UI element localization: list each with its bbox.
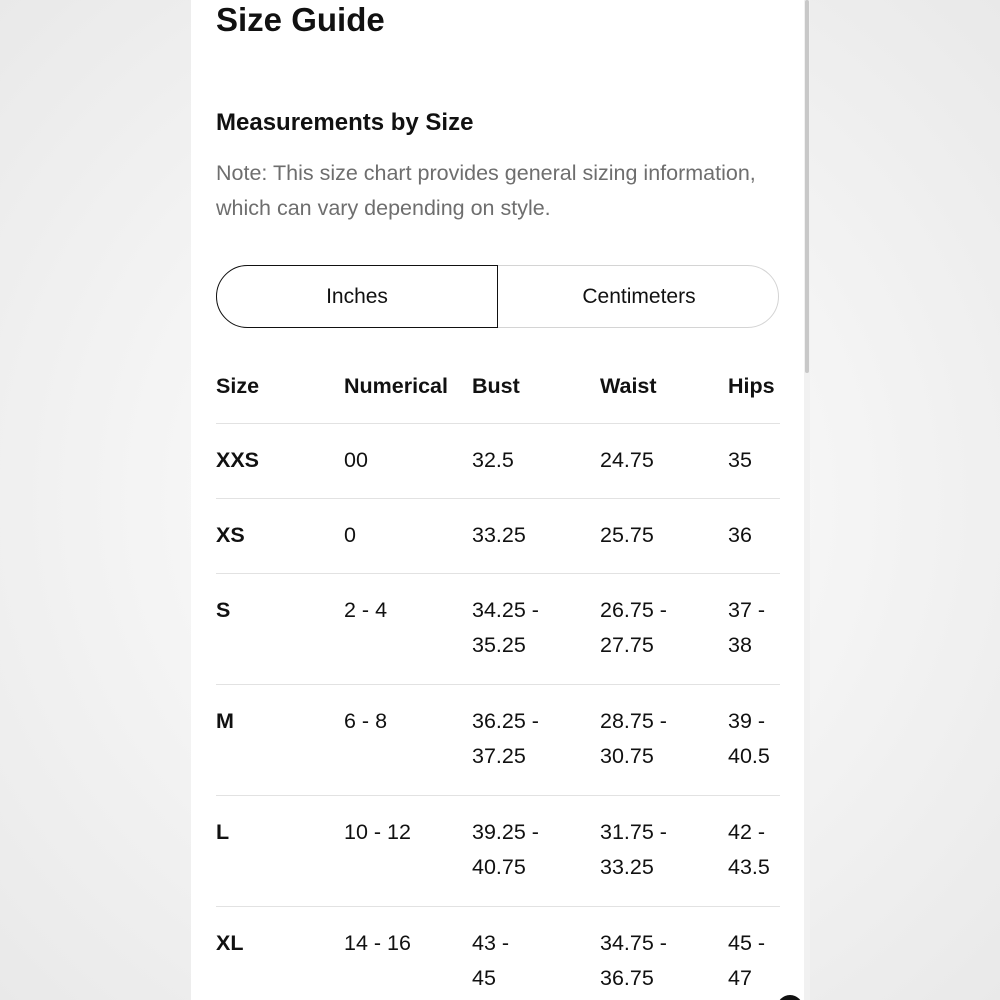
cell-hips-line: 37 - xyxy=(728,598,766,622)
size-guide-panel xyxy=(191,0,810,1000)
cell-bust-line: 39.25 - xyxy=(472,820,539,844)
cell-bust-line: 37.25 xyxy=(472,744,526,768)
page-title: Size Guide xyxy=(216,1,385,38)
cell-bust xyxy=(472,796,600,907)
cell-waist xyxy=(600,685,728,796)
cell-waist-line: 31.75 - xyxy=(600,820,667,844)
table-body xyxy=(216,424,780,1000)
cell-numerical: 14 - 16 xyxy=(344,907,472,1000)
table-row xyxy=(216,424,780,499)
cell-hips xyxy=(728,424,780,499)
cell-hips-line: 45 - xyxy=(728,931,766,955)
cell-bust-line: 40.75 xyxy=(472,855,526,879)
cell-bust-line: 32.5 xyxy=(472,448,514,472)
cell-hips-line: 39 - xyxy=(728,709,766,733)
cell-waist-line: 24.75 xyxy=(600,448,654,472)
cell-bust-line: 43 - xyxy=(472,931,510,955)
cell-numerical: 00 xyxy=(344,424,472,499)
cell-waist xyxy=(600,796,728,907)
cell-bust xyxy=(472,685,600,796)
table-row xyxy=(216,796,780,907)
cell-bust xyxy=(472,499,600,574)
cell-waist xyxy=(600,499,728,574)
section-title: Measurements by Size xyxy=(216,109,474,136)
cell-numerical: 0 xyxy=(344,499,472,574)
header-waist: Waist xyxy=(600,349,728,424)
cell-hips-line: 35 xyxy=(728,448,752,472)
cell-bust-line: 45 xyxy=(472,966,496,990)
cell-waist-line: 30.75 xyxy=(600,744,654,768)
centimeters-toggle-button[interactable]: Centimeters xyxy=(582,284,696,308)
scrollbar-track[interactable] xyxy=(804,0,810,1000)
cell-numerical: 6 - 8 xyxy=(344,685,472,796)
cell-size: XXS xyxy=(216,424,344,499)
unit-toggle xyxy=(216,265,779,328)
cell-bust-line: 33.25 xyxy=(472,523,526,547)
header-bust: Bust xyxy=(472,349,600,424)
cell-hips xyxy=(728,907,780,1000)
cell-waist xyxy=(600,424,728,499)
table-row xyxy=(216,685,780,796)
table-row xyxy=(216,574,780,685)
size-note: Note: This size chart provides general sizing information, which can vary depending on style. xyxy=(216,161,756,220)
size-table xyxy=(216,349,780,1000)
cell-bust xyxy=(472,907,600,1000)
inches-toggle-button[interactable]: Inches xyxy=(216,265,498,328)
cell-bust-line: 34.25 - xyxy=(472,598,539,622)
cell-hips xyxy=(728,796,780,907)
cell-hips xyxy=(728,685,780,796)
cell-numerical: 10 - 12 xyxy=(344,796,472,907)
cell-size: XS xyxy=(216,499,344,574)
cell-waist-line: 26.75 - xyxy=(600,598,667,622)
cell-waist-line: 33.25 xyxy=(600,855,654,879)
cell-hips-line: 47 xyxy=(728,966,752,990)
cell-size: S xyxy=(216,574,344,685)
cell-hips xyxy=(728,499,780,574)
cell-hips-line: 42 - xyxy=(728,820,766,844)
cell-waist-line: 34.75 - xyxy=(600,931,667,955)
table-row xyxy=(216,907,780,1000)
header-hips: Hips xyxy=(728,349,780,424)
table-header-row xyxy=(216,349,780,424)
cell-waist-line: 27.75 xyxy=(600,633,654,657)
cell-size: M xyxy=(216,685,344,796)
table-row xyxy=(216,499,780,574)
cell-numerical: 2 - 4 xyxy=(344,574,472,685)
scrollbar-thumb[interactable] xyxy=(805,0,809,373)
header-numerical: Numerical xyxy=(344,349,472,424)
cell-hips xyxy=(728,574,780,685)
cell-hips-line: 36 xyxy=(728,523,752,547)
cell-bust xyxy=(472,424,600,499)
cell-hips-line: 40.5 xyxy=(728,744,770,768)
cell-size: L xyxy=(216,796,344,907)
cell-waist xyxy=(600,907,728,1000)
cell-bust-line: 36.25 - xyxy=(472,709,539,733)
cell-hips-line: 38 xyxy=(728,633,752,657)
cell-waist-line: 28.75 - xyxy=(600,709,667,733)
header-size: Size xyxy=(216,349,344,424)
cell-hips-line: 43.5 xyxy=(728,855,770,879)
cell-bust xyxy=(472,574,600,685)
cell-size: XL xyxy=(216,907,344,1000)
cell-bust-line: 35.25 xyxy=(472,633,526,657)
cell-waist-line: 36.75 xyxy=(600,966,654,990)
cell-waist xyxy=(600,574,728,685)
cell-waist-line: 25.75 xyxy=(600,523,654,547)
